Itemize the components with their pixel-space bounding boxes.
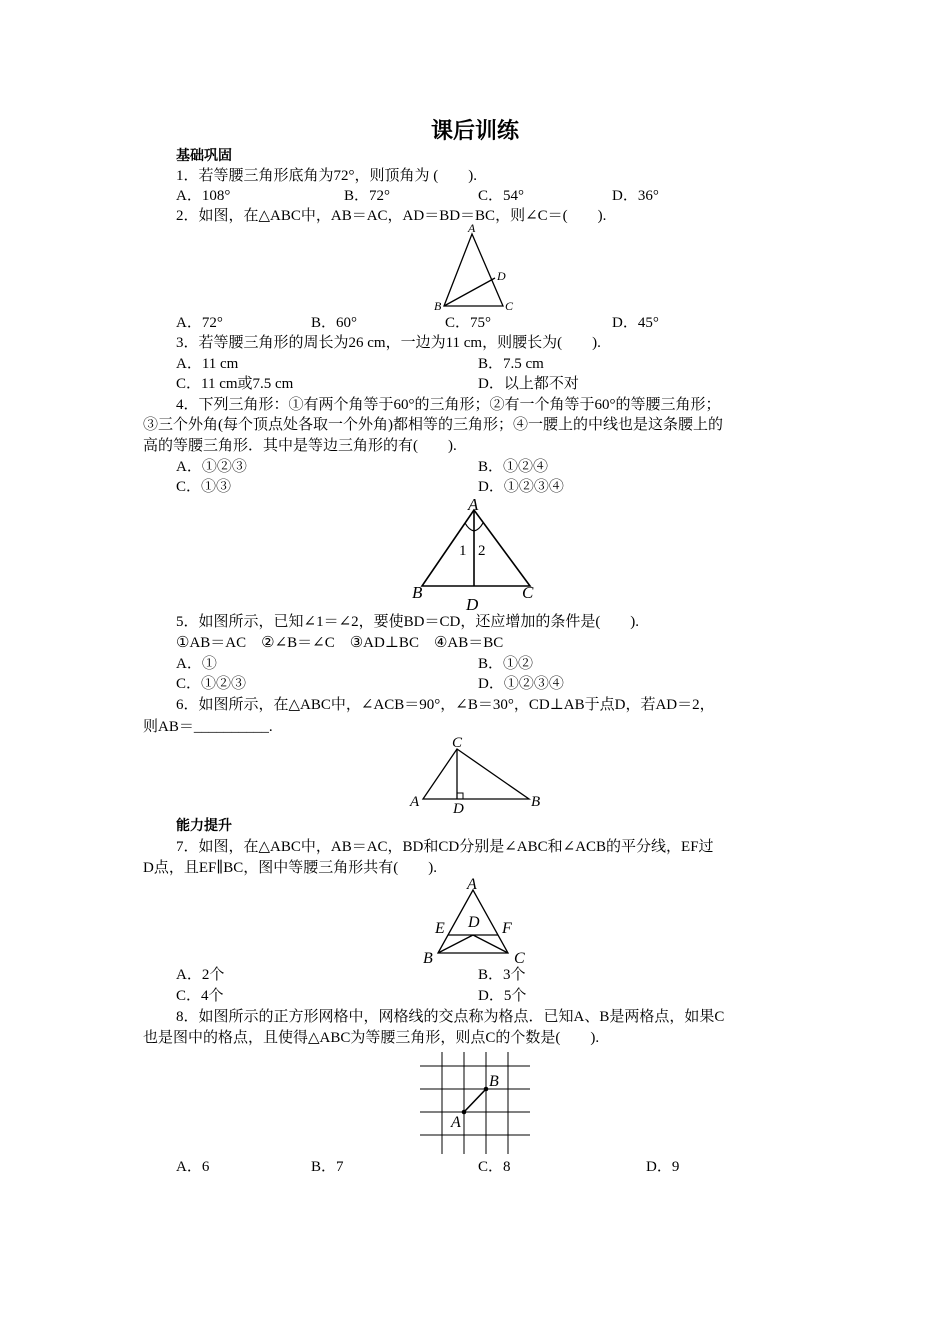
q5-label-c: C: [522, 583, 534, 602]
q7-option-d: D．5个: [478, 988, 527, 1004]
q6-stem-line-1: 6．如图所示，在△ABC中，∠ACB＝90°，∠B＝30°，CD⊥AB于点D，若AD＝2，: [176, 697, 715, 713]
q3-option-c: C．11 cm或7.5 cm: [176, 376, 294, 392]
q5-option-a: A．①: [176, 656, 217, 672]
q2-label-b: B: [434, 299, 442, 313]
q5-label-a: A: [468, 495, 479, 514]
q6-right-angle-mark: [457, 793, 463, 799]
q6-figure: [405, 732, 555, 817]
q1-option-a: A．108°: [176, 188, 231, 204]
q8-option-c: C．8: [478, 1159, 511, 1175]
q8-option-d: D．9: [646, 1159, 680, 1175]
q8-stem-line-1: 8．如图所示的正方形网格中，网格线的交点称为格点．已知A、B是两格点，如果C: [176, 1009, 725, 1025]
q6-triangle: [423, 749, 529, 799]
q2-triangle: [444, 234, 503, 306]
q5-angle-2-arc: [474, 523, 483, 531]
q2-label-a: A: [468, 221, 476, 235]
q6-label-c: C: [452, 735, 463, 751]
q7-option-c: C．4个: [176, 988, 224, 1004]
q7-stem-line-1: 7．如图，在△ABC中，AB＝AC，BD和CD分别是∠ABC和∠ACB的平分线，EF过: [176, 839, 714, 855]
q8-option-b: B．7: [311, 1159, 344, 1175]
section-basic: 基础巩固: [176, 148, 232, 164]
q2-option-a: A．72°: [176, 315, 223, 331]
q5-option-b: B．①②: [478, 656, 534, 672]
q8-label-b: B: [489, 1073, 499, 1090]
q1-option-d: D．36°: [612, 188, 659, 204]
q2-label-c: C: [505, 299, 514, 313]
q7-label-d: D: [468, 914, 480, 931]
q5-triangle: [422, 510, 530, 586]
q4-option-c: C．①③: [176, 479, 232, 495]
q5-label-d: D: [466, 595, 479, 614]
q4-stem-line-3: 高的等腰三角形．其中是等边三角形的有( ).: [143, 438, 457, 454]
q2-figure: [425, 220, 525, 316]
q8-stem-line-2: 也是图中的格点，且使得△ABC为等腰三角形，则点C的个数是( ).: [143, 1030, 600, 1046]
q8-grid-figure: [420, 1052, 532, 1156]
q5-label-1: 1: [459, 543, 467, 559]
q2-option-c: C．75°: [445, 315, 492, 331]
q8-grid-lines: [420, 1052, 530, 1154]
q6-label-d: D: [453, 801, 464, 817]
q7-label-e: E: [435, 920, 445, 937]
q3-stem: 3．若等腰三角形的周长为26 cm，一边为11 cm，则腰长为( ).: [176, 335, 601, 351]
q7-label-b: B: [423, 950, 433, 967]
q3-option-b: B．7.5 cm: [478, 356, 544, 372]
q5-option-c: C．①②③: [176, 676, 247, 692]
page-title: 课后训练: [430, 119, 519, 144]
q1-option-c: C．54°: [478, 188, 525, 204]
q2-segment-bd: [444, 278, 495, 306]
q6-stem-line-2: 则AB＝__________.: [143, 719, 273, 735]
q4-option-b: B．①②④: [478, 459, 549, 475]
q8-segment-ab: [464, 1089, 486, 1112]
q7-figure: [418, 873, 534, 969]
q7-option-a: A．2个: [176, 967, 225, 983]
q4-stem-line-2: ③三个外角(每个顶点处各取一个外角)都相等的三角形；④一腰上的中线也是这条腰上的: [143, 417, 723, 433]
q2-label-d: D: [497, 269, 506, 283]
q7-label-a: A: [467, 876, 477, 893]
q7-option-b: B．3个: [478, 967, 526, 983]
section-advanced: 能力提升: [176, 818, 232, 834]
q4-stem-line-1: 4．下列三角形：①有两个角等于60°的三角形；②有一个角等于60°的等腰三角形；: [176, 397, 721, 413]
q8-option-a: A．6: [176, 1159, 210, 1175]
q5-stem: 5．如图所示，已知∠1＝∠2，要使BD＝CD，还应增加的条件是( ).: [176, 614, 640, 630]
q7-label-c: C: [514, 950, 525, 967]
q8-point-b: [484, 1087, 489, 1092]
q8-label-a: A: [451, 1114, 461, 1131]
q2-stem: 2．如图，在△ABC中，AB＝AC，AD＝BD＝BC，则∠C＝( ).: [176, 208, 607, 224]
q1-option-b: B．72°: [344, 188, 391, 204]
q5-option-d: D．①②③④: [478, 676, 564, 692]
q7-stem-line-2: D点，且EF∥BC，图中等腰三角形共有( ).: [143, 860, 438, 876]
q6-label-a: A: [410, 794, 420, 810]
q7-label-f: F: [502, 920, 512, 937]
q5-figure: [410, 494, 540, 614]
q8-point-a: [462, 1110, 467, 1115]
q2-option-d: D．45°: [612, 315, 659, 331]
q4-option-a: A．①②③: [176, 459, 247, 475]
q6-label-b: B: [531, 794, 541, 810]
q3-option-a: A．11 cm: [176, 356, 239, 372]
q5-conditions: ①AB＝AC ②∠B＝∠C ③AD⊥BC ④AB＝BC: [176, 635, 504, 651]
q4-option-d: D．①②③④: [478, 479, 564, 495]
q5-label-b: B: [412, 583, 423, 602]
q3-option-d: D．以上都不对: [478, 376, 579, 392]
q5-angle-1-arc: [465, 523, 474, 531]
q5-label-2: 2: [478, 543, 486, 559]
q1-stem: 1．若等腰三角形底角为72°，则顶角为 ( ).: [176, 168, 477, 184]
q2-option-b: B．60°: [311, 315, 358, 331]
